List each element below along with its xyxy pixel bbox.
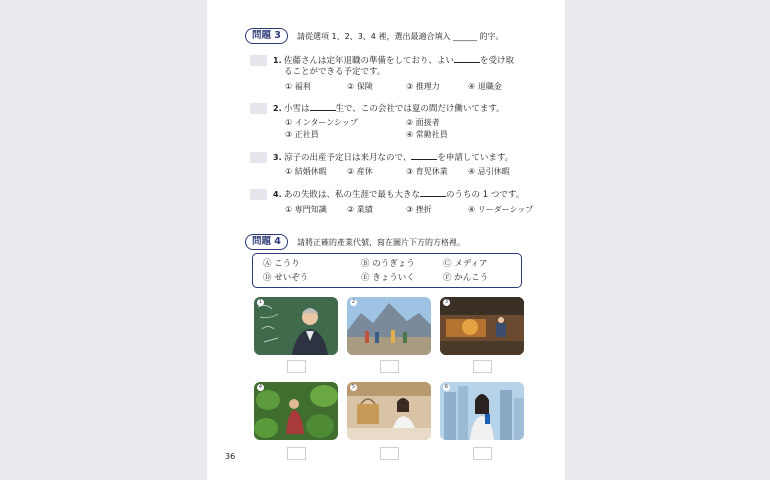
option: ② 保険 bbox=[347, 82, 373, 91]
photo-number: 2 bbox=[351, 299, 356, 305]
option: ③ 正社員 bbox=[285, 130, 319, 139]
word-option: Ⓕ かんこう bbox=[443, 273, 489, 283]
option: ① 福利 bbox=[285, 82, 311, 91]
question-number: 4. bbox=[273, 190, 282, 199]
photo-tourism bbox=[347, 297, 431, 355]
photo-teacher bbox=[254, 297, 338, 355]
option: ③ 推理力 bbox=[406, 82, 440, 91]
option: ② 面接者 bbox=[406, 118, 440, 127]
textbook-page bbox=[207, 0, 565, 480]
answer-box-q4[interactable] bbox=[250, 189, 267, 200]
page-number: 36 bbox=[225, 452, 236, 461]
option: ① 専門知識 bbox=[285, 205, 327, 214]
question-number: 2. bbox=[273, 104, 282, 113]
answer-box-photo-3[interactable] bbox=[473, 360, 492, 373]
question-text: 佐藤さんは定年退職の準備をしており、よい を受け取 bbox=[284, 56, 515, 66]
word-option: Ⓓ せいぞう bbox=[263, 273, 309, 283]
option: ④ 忌引休暇 bbox=[468, 167, 510, 176]
question-text: 涼子の出産予定日は来月なので、 を申請しています。 bbox=[284, 153, 514, 163]
option: ② 業績 bbox=[347, 205, 373, 214]
answer-box-q2[interactable] bbox=[250, 103, 267, 114]
answer-box-q3[interactable] bbox=[250, 152, 267, 163]
photo-number: 5 bbox=[351, 384, 356, 390]
question-text: 小雪は 生で、この会社では夏の間だけ働いてます。 bbox=[284, 104, 505, 114]
word-option: Ⓔ きょういく bbox=[361, 273, 415, 283]
question-number: 3. bbox=[273, 153, 282, 162]
answer-box-photo-4[interactable] bbox=[287, 447, 306, 460]
answer-box-photo-5[interactable] bbox=[380, 447, 399, 460]
answer-box-photo-6[interactable] bbox=[473, 447, 492, 460]
option: ② 産休 bbox=[347, 167, 373, 176]
word-option: Ⓐ こうり bbox=[263, 259, 300, 269]
option: ① インターンシップ bbox=[285, 118, 358, 127]
photo-number: 3 bbox=[444, 299, 449, 305]
question-text: あの失敗は、私の生涯で最も大きな のうちの 1 つです。 bbox=[284, 190, 525, 200]
answer-box-q1[interactable] bbox=[250, 55, 267, 66]
option: ③ 育児休業 bbox=[406, 167, 448, 176]
photo-number: 1 bbox=[258, 299, 263, 305]
word-option: Ⓒ メディア bbox=[443, 259, 488, 269]
fill-blank bbox=[310, 102, 336, 111]
question-text-cont: ることができる予定です。 bbox=[284, 67, 386, 77]
section4-instruction: 請將正確的產業代號，寫在圖片下方的方格裡。 bbox=[297, 238, 465, 247]
option: ③ 挫折 bbox=[406, 205, 432, 214]
section3-instruction: 請從選項 1、2、3、4 裡，選出最適合填入 ______ 的字。 bbox=[297, 32, 504, 41]
fill-blank bbox=[420, 188, 446, 197]
photo-manufacturing bbox=[440, 297, 524, 355]
question-number: 1. bbox=[273, 56, 282, 65]
option: ④ リーダーシップ bbox=[468, 205, 534, 214]
word-bank bbox=[252, 253, 522, 288]
option: ④ 常勤社員 bbox=[406, 130, 448, 139]
answer-box-photo-1[interactable] bbox=[287, 360, 306, 373]
fill-blank bbox=[454, 54, 480, 63]
option: ④ 退職金 bbox=[468, 82, 502, 91]
photo-retail bbox=[347, 382, 431, 440]
option: ① 結婚休暇 bbox=[285, 167, 327, 176]
word-option: Ⓑ のうぎょう bbox=[361, 259, 415, 269]
photo-agriculture bbox=[254, 382, 338, 440]
answer-box-photo-2[interactable] bbox=[380, 360, 399, 373]
section4-badge: 問題 4 bbox=[245, 234, 288, 250]
fill-blank bbox=[411, 151, 437, 160]
photo-media bbox=[440, 382, 524, 440]
photo-number: 6 bbox=[444, 384, 449, 390]
section3-badge: 問題 3 bbox=[245, 28, 288, 44]
photo-number: 4 bbox=[258, 384, 263, 390]
